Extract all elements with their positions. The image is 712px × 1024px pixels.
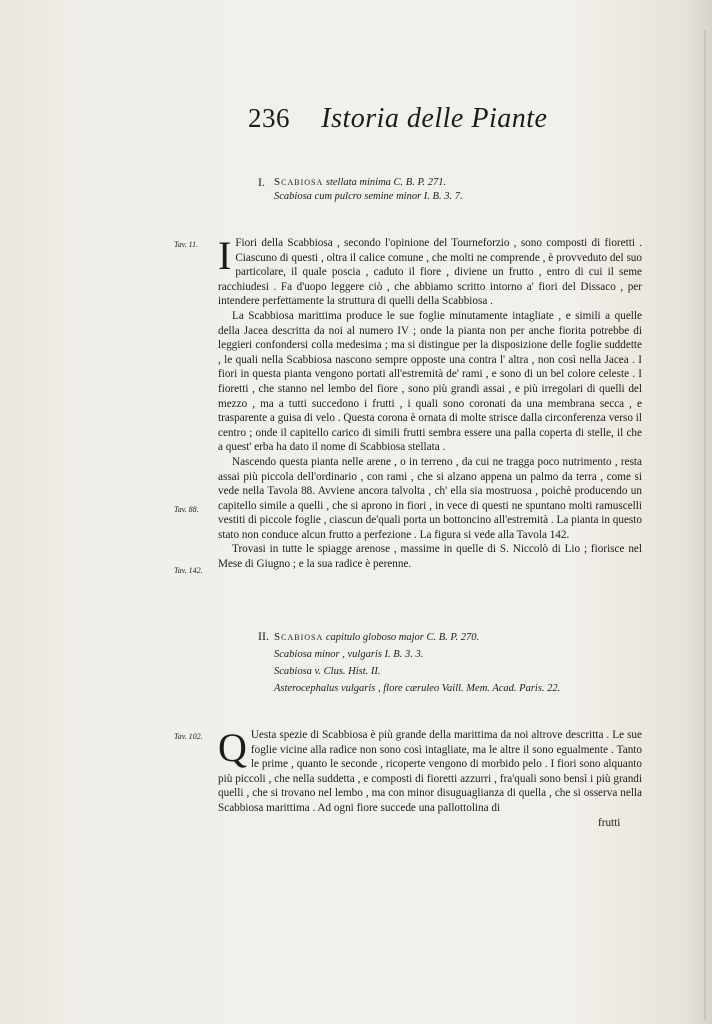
- drop-cap-i: I: [218, 233, 232, 278]
- page-edge-shadow: [704, 30, 706, 1020]
- section-1-heading-rest: stellata minima C. B. P. 271.: [323, 177, 447, 188]
- running-title: Istoria delle Piante: [321, 103, 548, 134]
- section-1-rubric: [274, 175, 463, 204]
- section-1-paragraph-2: La Scabbiosa marittima produce le sue foglie minutamente intagliate , e simili a quelle della Jacea descritta da noi al numero IV ; onde la pianta non per anche fiorita potrebbe di leggieri confondersi colla medesima ; ma si distingue per la disposizione delle foglie suddette , le quali nella Scabbiosa nascono sempre opposte una contra l' altra , non così nella Jacea . I fiori in questa pianta vengono portati all'estremità de' rami , e sono di un bel colore celeste . I fioretti , che stanno nel lembo del fiore , sono più grandi assai , e più irregolari di quelli del mezzo , ma a tutti succedono i frutti , i quali sono coronati da una membrana secca , e trasparente a guisa di velo . Questa corona è ornata di molte strisce dalla circonferenza verso il centro ; onde il capitello carico di simili frutti sembra essere una palla coperta di stelle, il che a quest' erba ha dato il nome di Scabbiosa stellata .: [218, 309, 642, 454]
- section-1-paragraph-3: Nascendo questa pianta nelle arene , o in terreno , da cui ne tragga poco nutrimento , resta assai più piccola dell'ordinario , con rami , che si alzano appena un palmo da terra , come si vede nella Tavola 88. Avviene ancora talvolta , ch' ella sia mostruosa , poichè producendo un capitello simile a quelli , che si aprono in fiori , in vece di questi ne spuntano molti ramuscelli vestiti di piccole foglie , ciascun de'quali porta un bottoncino all'estremità . La pianta in questo stato non conduce alcun frutto a perfezione . La figura si vede alla Tavola 142.: [218, 455, 642, 541]
- margin-note-tav-142: Tav. 142.: [174, 566, 203, 575]
- section-2-body: [218, 725, 642, 816]
- catchword: frutti: [598, 817, 621, 829]
- section-2-heading-rest: capitulo globoso major C. B. P. 270.: [323, 632, 480, 643]
- section-2-paragraph-text: Uesta spezie di Scabbiosa è più grande della marittima da noi altrove descritta . Le sue foglie vicine alla radice non sono così intagliate, ma le altre il sono egualmente . Tanto le prime , quanto le seconde , ricoperte vengono di morbido pelo . I fiori sono alquanto più piccoli , che nella suddetta , e composti di fioretti azzurri , fra'quali sono bensì i più grandi quelli , che si trovano nel lembo , ma con minor disuguaglianza di quella , che si osserva nella Scabbiosa marittima . Ad ogni fiore succede una pallottolina di: [218, 729, 642, 814]
- section-1-paragraph-1: [218, 233, 642, 309]
- section-1-heading: [274, 175, 463, 190]
- section-2-number: II.: [258, 629, 269, 643]
- section-2-synonym-3: Asterocephalus vulgaris , flore cæruleo Vaill. Mem. Acad. Paris. 22.: [274, 683, 561, 694]
- margin-note-tav-102: Tav. 102.: [174, 732, 203, 741]
- section-1-synonym: Scabiosa cum pulcro semine minor I. B. 3. 7.: [274, 191, 463, 202]
- page-number: 236: [248, 103, 290, 133]
- page-header: [248, 103, 547, 135]
- section-1-body: [218, 233, 642, 572]
- section-1-paragraph-4: Trovasi in tutte le spiagge arenose , massime in quelle di S. Niccolò di Lio ; fiorisce nel Mese di Giugno ; e la sua radice è perenne.: [218, 543, 642, 571]
- section-2-heading: [274, 629, 560, 646]
- section-2-paragraph: [218, 725, 642, 816]
- section-1-heading-genus: Scabiosa: [274, 176, 324, 188]
- drop-cap-q: Q: [218, 725, 247, 770]
- section-2-synonym-2: Scabiosa v. Clus. Hist. II.: [274, 666, 381, 677]
- section-2-heading-genus: Scabiosa: [274, 631, 324, 643]
- section-1-paragraph-1-text: Fiori della Scabbiosa , secondo l'opinione del Tourneforzio , sono composti di fioretti . Ciascuno di questi , oltra il calice comune , che molti ne comprende , è provveduto del suo particolare, il quale poscia , caduto il fiore , diviene un frutto , entro di cui il seme racchiudesi . Fa d'uopo leggere ciò , che abbiamo scritto intorno a' fiori del Dissaco , per intendere perfettamente la struttura di quelli della Scabbiosa .: [218, 237, 642, 308]
- section-1-number: I.: [258, 175, 265, 189]
- margin-note-tav-88: Tav. 88.: [174, 505, 199, 514]
- section-2-rubric: [274, 629, 560, 697]
- section-2-synonym-1: Scabiosa minor , vulgaris I. B. 3. 3.: [274, 649, 424, 660]
- margin-note-tav-11: Tav. 11.: [174, 240, 199, 249]
